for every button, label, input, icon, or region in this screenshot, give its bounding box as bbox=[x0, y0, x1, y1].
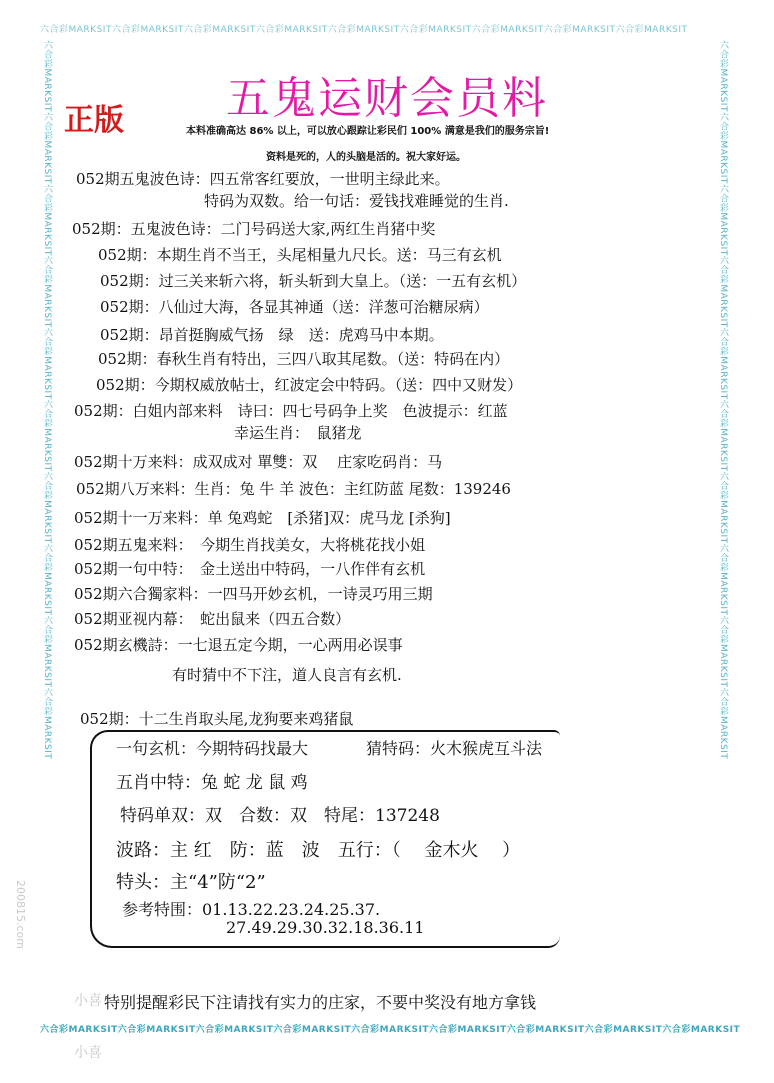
box-line: 参考特围：01.13.22.23.24.25.37. bbox=[122, 900, 381, 919]
prediction-line: 052期亚视内幕： 蛇出鼠来（四五合数） bbox=[74, 610, 351, 628]
watermark-text: 小喜 bbox=[74, 993, 102, 1009]
prediction-line: 特码为双数。给一句话：爱钱找难睡觉的生肖. bbox=[204, 192, 509, 210]
prediction-line: 052期八万来料：生肖：兔 牛 羊 波色：主红防蓝 尾数：139246 bbox=[76, 480, 511, 498]
authentic-badge: 正版 bbox=[64, 103, 124, 138]
prediction-line: 052期：昂首挺胸威气扬 绿 送：虎鸡马中本期。 bbox=[100, 326, 444, 344]
box-line: 特码单双：双 合数：双 特尾：137248 bbox=[120, 806, 440, 826]
box-line: 一句玄机：今期特码找最大 bbox=[116, 739, 309, 758]
watermark-text: 小喜 bbox=[74, 1045, 102, 1061]
box-line: 特头：主“4”防“2” bbox=[116, 872, 266, 893]
watermark-text: 200815.com bbox=[14, 880, 27, 949]
box-line: 27.49.29.30.32.18.36.11 bbox=[226, 918, 425, 937]
prediction-line: 052期：本期生肖不当王，头尾相量九尺长。送：马三有玄机 bbox=[98, 246, 502, 264]
box-line: 波路：主 红 防：蓝 波 五行：（ 金木火 ） bbox=[116, 840, 521, 861]
prediction-line: 052期：五鬼波色诗：二门号码送大家,两红生肖猪中奖 bbox=[72, 220, 436, 238]
accuracy-note: 本料准确高达 86% 以上，可以放心跟踪让彩民们 100% 满意是我们的服务宗旨! bbox=[186, 126, 550, 137]
prediction-line: 052期五鬼波色诗：四五常客红要放，一世明主绿此来。 bbox=[76, 170, 450, 188]
prediction-line: 052期五鬼来料： 今期生肖找美女，大将桃花找小姐 bbox=[74, 536, 426, 554]
prediction-line: 052期：今期权威放帖士，红波定会中特码。（送：四中又财发） bbox=[96, 376, 523, 394]
prediction-line: 052期：春秋生肖有特出，三四八取其尾数。（送：特码在内） bbox=[98, 350, 510, 368]
box-line: 五肖中特：兔 蛇 龙 鼠 鸡 bbox=[116, 773, 308, 793]
page-title: 五鬼运财会员料 bbox=[226, 73, 548, 124]
prediction-line: 052期：过三关来斩六将，斩头斩到大皇上。（送：一五有玄机） bbox=[100, 272, 527, 290]
prediction-line: 052期：白姐内部来料 诗曰：四七号码争上奖 色波提示：红蓝 bbox=[74, 402, 508, 420]
left-border-pattern: 六合彩MARKSIT六合彩MARKSIT六合彩MARKSIT六合彩MARKSIT六合彩MARKSIT六合彩MARKSIT六合彩MARKSIT六合彩MARKSIT六合彩MARKSIT六合彩MARKSIT bbox=[42, 40, 52, 760]
top-border-pattern: 六合彩MARKSIT六合彩MARKSIT六合彩MARKSIT六合彩MARKSIT六合彩MARKSIT六合彩MARKSIT六合彩MARKSIT六合彩MARKSIT六合彩MARKSIT bbox=[40, 25, 688, 35]
box-line: 猜特码：火木猴虎互斗法 bbox=[366, 739, 543, 758]
prediction-line: 052期：八仙过大海，各显其神通（送：洋葱可治糖尿病） bbox=[100, 298, 489, 316]
prediction-line: 052期十万来料：成双成对 單雙：双 庄家吃码肖：马 bbox=[74, 453, 443, 471]
prediction-line: 052期十一万来料：单 兔鸡蛇 [杀猪]双：虎马龙 [杀狗] bbox=[74, 509, 451, 527]
prediction-line: 幸运生肖： 鼠猪龙 bbox=[234, 424, 362, 442]
luck-note: 资料是死的，人的头脑是活的。祝大家好运。 bbox=[266, 152, 466, 163]
footer-reminder: 特别提醒彩民下注请找有实力的庄家，不要中奖没有地方拿钱 bbox=[104, 993, 537, 1012]
right-border-pattern: 六合彩MARKSIT六合彩MARKSIT六合彩MARKSIT六合彩MARKSIT六合彩MARKSIT六合彩MARKSIT六合彩MARKSIT六合彩MARKSIT六合彩MARKSIT六合彩MARKSIT bbox=[718, 40, 728, 760]
prediction-line: 052期一句中特： 金土送出中特码，一八作伴有玄机 bbox=[74, 560, 426, 578]
prediction-line: 052期六合獨家料：一四马开妙玄机，一诗灵巧用三期 bbox=[74, 585, 433, 603]
prediction-line: 052期：十二生肖取头尾,龙狗要来鸡猪鼠 bbox=[80, 710, 354, 728]
prediction-line: 有时猜中不下注，道人良言有玄机. bbox=[172, 666, 402, 684]
prediction-line: 052期玄機詩：一七退五定今期，一心两用必误事 bbox=[74, 636, 403, 654]
bottom-border-pattern: 六合彩MARKSIT六合彩MARKSIT六合彩MARKSIT六合彩MARKSIT六合彩MARKSIT六合彩MARKSIT六合彩MARKSIT六合彩MARKSIT六合彩MARKSIT bbox=[40, 1025, 740, 1035]
